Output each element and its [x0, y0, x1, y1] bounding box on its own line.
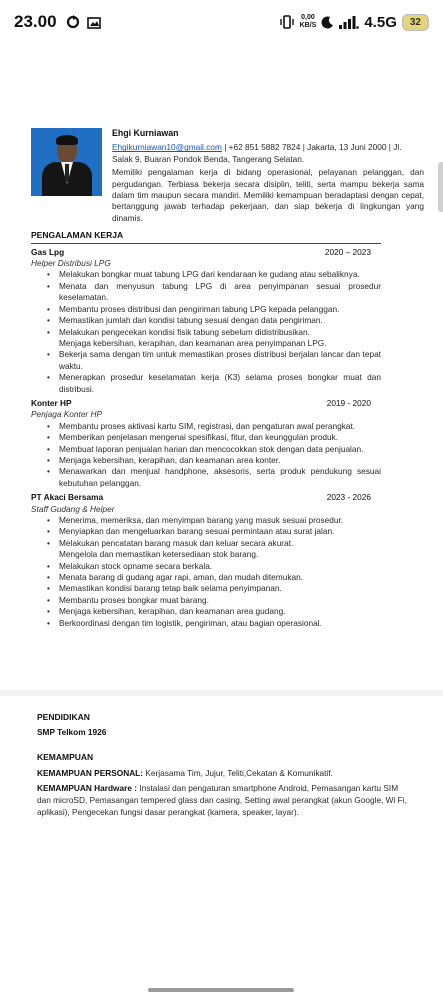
profile-photo [31, 128, 102, 196]
job-duty-item: • Membantu proses bongkar muat barang. [47, 595, 381, 606]
page-separator [0, 690, 443, 696]
cv-page-2 [37, 712, 412, 818]
signal-bars-icon [339, 16, 359, 29]
job-period: 2019 - 2020 [326, 397, 371, 408]
job-duty-item: • Memberikan penjelasan mengenai spesifikasi, fitur, dan keunggulan produk. [47, 432, 381, 443]
candidate-name: Ehgi Kurniawan [112, 128, 179, 138]
job-duty-item: • Memastikan jumlah dan kondisi tabung sesuai dengan data pengiriman. [47, 315, 381, 326]
sync-icon [66, 15, 80, 29]
job-role: Staff Gudang & Helper [31, 503, 115, 514]
job-duty-item: • Bekerja sama dengan tim untuk memastikan proses distribusi berjalan lancar dan tepat waktu. [47, 349, 381, 372]
job-duty-item: • Melakukan pengecekan kondisi fisik tabung sebelum didistribusikan. [47, 327, 381, 338]
job-duty-item: • Berkoordinasi dengan tim logistik, pengiriman, atau bagian operasional. [47, 618, 381, 629]
skill-personal [37, 768, 412, 780]
vibrate-icon [279, 15, 295, 29]
do-not-disturb-moon-icon [321, 16, 334, 29]
job-duty-item: • Menerima, memeriksa, dan menyimpan barang yang masuk sesuai prosedur. [47, 515, 381, 526]
job-duty-item: • Melakukan pencatatan barang masuk dan keluar secara akurat. [47, 538, 381, 549]
education-section-title: PENDIDIKAN [37, 712, 90, 722]
network-speed: 0,00 KB/S [299, 14, 317, 29]
job-duty-item: • Menata dan menyusun tabung LPG di area penyimpanan sesuai prosedur keselamatan. [47, 281, 381, 304]
gallery-icon [87, 16, 101, 29]
job-duty-item: • Memastikan kondisi barang tetap baik selama penyimpanan. [47, 583, 381, 594]
skill-hardware-label: KEMAMPUAN Hardware : [37, 783, 138, 794]
job-entry [31, 398, 424, 489]
job-duty-item: • Menjaga kebersihan, kerapihan, dan keamanan area konter. [47, 455, 381, 466]
network-type: 4.5G [364, 13, 397, 31]
job-header [31, 247, 381, 258]
job-company: Gas Lpg [31, 246, 65, 257]
job-period: 2020 – 2023 [324, 246, 371, 257]
experience-section-title: PENGALAMAN KERJA [31, 230, 381, 243]
job-duty-item: • Menjaga kebersihan, kerapihan, dan keamanan area gudang. [47, 606, 381, 617]
cv-header [31, 128, 424, 224]
job-entry [31, 247, 424, 395]
experience-list [31, 247, 424, 629]
status-time: 23.00 [14, 12, 57, 31]
skills-section-title: KEMAMPUAN [37, 752, 94, 763]
job-role: Penjaga Konter HP [31, 409, 103, 420]
job-period: 2023 - 2026 [326, 492, 371, 503]
job-header [31, 398, 381, 409]
job-duty-item: • Menawarkan dan menjual handphone, aksesoris, serta produk pendukung sesuai kebutuhan pelanggan. [47, 466, 381, 489]
job-company: Konter HP [31, 397, 72, 408]
job-duty-item: • Melakukan stock opname secara berkala. [47, 561, 381, 572]
skill-hardware [37, 783, 412, 818]
job-duty-item: • Menyiapkan dan mengeluarkan barang sesuai permintaan atau surat jalan. [47, 526, 381, 537]
contact-details: | +62 851 5882 7824 | Jakarta, 13 Juni 2000 | Jl. Salak 9, Buaran Pondok Benda, Tangerang Selatan. [112, 142, 402, 164]
edge-panel-handle[interactable] [438, 162, 443, 212]
skill-personal-text: Kerjasama Tim, Jujur, Teliti,Cekatan & Komunikatif. [143, 767, 333, 778]
contact-line [112, 142, 424, 165]
email-link[interactable]: Ehgikurniawan10@gmail.com [112, 142, 222, 153]
job-duties [47, 269, 381, 394]
status-bar [0, 0, 443, 44]
job-duty-item: • Menata barang di gudang agar rapi, aman, dan mudah ditemukan. [47, 572, 381, 583]
home-gesture-bar[interactable] [148, 988, 294, 992]
job-duties [47, 421, 381, 489]
job-duties [47, 515, 381, 629]
job-duty-item: • Menerapkan prosedur keselamatan kerja (K3) selama proses bongkar muat dan distribusi. [47, 372, 381, 395]
job-duty-item: • Membantu proses aktivasi kartu SIM, registrasi, dan pengaturan awal perangkat. [47, 421, 381, 432]
job-header [31, 492, 381, 503]
job-duty-item: • Membantu proses distribusi dan pengiriman tabung LPG kepada pelanggan. [47, 304, 381, 315]
job-duty-item: Menjaga kebersihan, kerapihan, dan keamanan area penyimpanan LPG. [59, 337, 327, 348]
job-duty-item: • Membuat laporan penjualan harian dan mencocokkan stok dengan data penjualan. [47, 444, 381, 455]
battery-indicator: 32 [402, 14, 429, 31]
job-role: Helper Distribusi LPG [31, 258, 111, 269]
job-company: PT Akaci Bersama [31, 492, 104, 503]
cv-page-1 [31, 128, 424, 629]
profile-summary: Memiliki pengalaman kerja di bidang operasional, pelayanan pelanggan, dan pergudangan. Terbiasa bekerja secara disiplin, teliti, serta mampu bekerja sama dalam tim maupun secara mandiri. Memiliki kemampuan beradaptasi dengan cepat, bertanggung jawab terhadap pekerjaan, dan siap bekerja di lingkungan yang dinamis. [112, 167, 424, 223]
education-school: SMP Telkom 1926 [37, 726, 107, 737]
job-duty-item: Mengelola dan memastikan ketersediaan stok barang. [59, 549, 259, 560]
skill-hardware-text: Instalasi dan pengaturan smartphone Android, Pemasangan kartu SIM dan microSD, Pemasangan tempered glass dan casing, Setting awal perangkat (akun Google, Wi Fi, aplikasi), Pengecekan fungsi dasar perangkat (kamera, speaker, layar). [37, 783, 407, 817]
job-duty-item: • Melakukan bongkar muat tabung LPG dari kendaraan ke gudang atau sebaliknya. [47, 269, 381, 280]
job-entry [31, 492, 424, 629]
skill-personal-label: KEMAMPUAN PERSONAL: [37, 767, 144, 778]
